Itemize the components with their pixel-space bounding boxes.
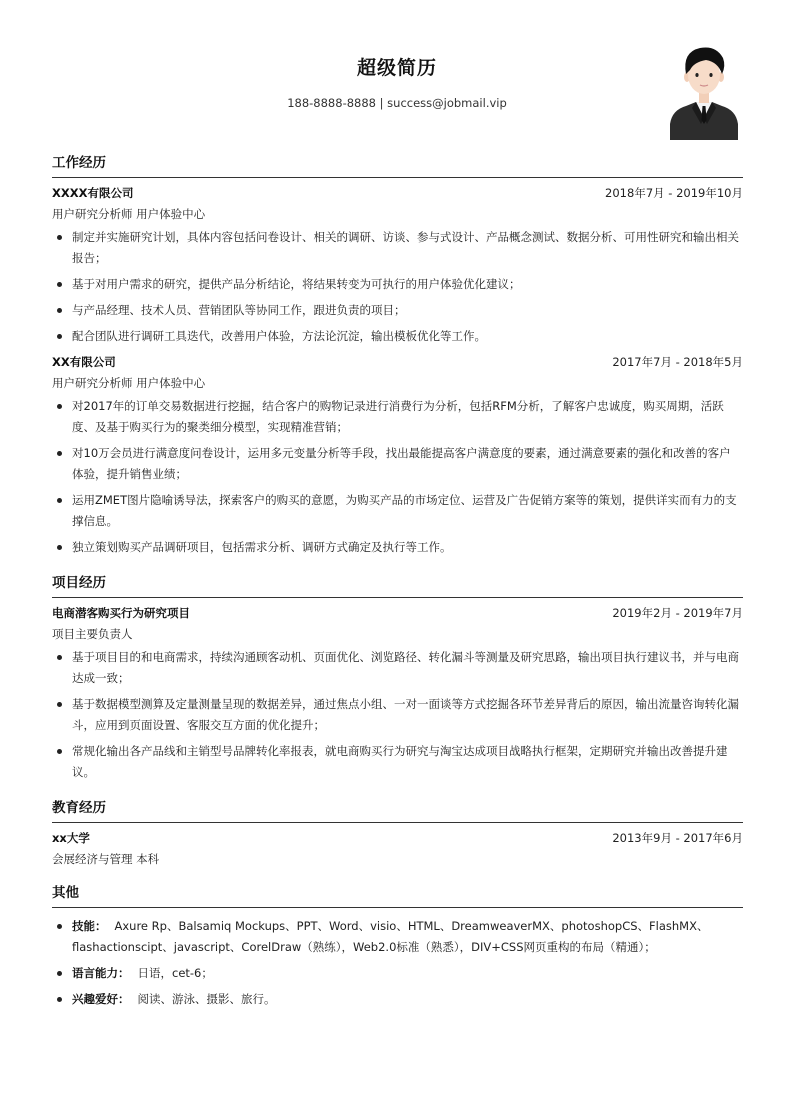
project-experience-section (52, 570, 743, 783)
candidate-name: 超级简历 (356, 57, 437, 79)
list-item (52, 989, 743, 1010)
job-role: 用户研究分析师 用户体验中心 (52, 207, 206, 221)
list-item: 基于数据模型测算及定量测量呈现的数据差异，通过焦点小组、一对一面谈等方式挖掘各环节差异背后的原因，输出流量咨询转化漏斗，应用到页面设置、客服交互方面的优化提升； (52, 694, 743, 736)
education-entry (52, 829, 743, 868)
list-item: 运用ZMET图片隐喻诱导法，探索客户的购买的意愿，为购买产品的市场定位、运营及广告促销方案等的策划，提供详实而有力的支撑信息。 (52, 490, 743, 532)
item-label: 技能： (72, 919, 107, 933)
list-item (52, 963, 743, 984)
duty-list (52, 396, 743, 558)
other-list (52, 916, 743, 1010)
education-section (52, 795, 743, 868)
school-name: xx大学 (52, 831, 90, 845)
contact-info: 188-8888-8888 | success@jobmail.vip (287, 96, 507, 110)
project-name: 电商潜客购买行为研究项目 (52, 606, 190, 620)
list-item: 配合团队进行调研工具迭代，改善用户体验，方法论沉淀，输出模板优化等工作。 (52, 326, 743, 347)
other-section (52, 880, 743, 1010)
section-title: 其他 (52, 880, 743, 908)
work-entry (52, 353, 743, 558)
list-item: 常规化输出各产品线和主销型号品牌转化率报表，就电商购买行为研究与淘宝达成项目战略执行框架，定期研究并输出改善提升建议。 (52, 741, 743, 783)
project-entry (52, 604, 743, 783)
major-degree: 会展经济与管理 本科 (52, 852, 160, 866)
section-title: 项目经历 (52, 570, 743, 598)
date-range: 2013年9月 - 2017年6月 (612, 831, 743, 845)
date-range: 2018年7月 - 2019年10月 (605, 186, 743, 200)
duty-list (52, 227, 743, 347)
list-item: 对2017年的订单交易数据进行挖掘，结合客户的购物记录进行消费行为分析，包括RFM分析，了解客户忠诚度，购买周期，活跃度、及基于购买行为的聚类细分模型，实现精准营销； (52, 396, 743, 438)
duty-list (52, 647, 743, 783)
section-title: 工作经历 (52, 150, 743, 178)
work-experience-section (52, 150, 743, 558)
list-item: 与产品经理、技术人员、营销团队等协同工作，跟进负责的项目； (52, 300, 743, 321)
item-text: Axure Rp、Balsamiq Mockups、PPT、Word、visio、HTML、DreamweaverMX、photoshopCS、FlashMX、flashactionscipt、javascript、CorelDraw（熟练），Web2.0标准（熟悉），DIV+CSS网页重构的布局（精通）； (72, 919, 709, 954)
list-item (52, 916, 743, 958)
list-item: 基于项目目的和电商需求，持续沟通顾客动机、页面优化、浏览路径、转化漏斗等测量及研究思路，输出项目执行建议书，并与电商达成一致； (52, 647, 743, 689)
work-entry (52, 184, 743, 347)
item-text: 阅读、游泳、摄影、旅行。 (137, 992, 276, 1006)
date-range: 2019年2月 - 2019年7月 (612, 606, 743, 620)
list-item: 基于对用户需求的研究，提供产品分析结论，将结果转变为可执行的用户体验优化建议； (52, 274, 743, 295)
company-name: XXXX有限公司 (52, 186, 134, 200)
item-label: 语言能力： (72, 966, 130, 980)
avatar (668, 44, 740, 140)
project-role: 项目主要负责人 (52, 627, 133, 641)
list-item: 独立策划购买产品调研项目，包括需求分析、调研方式确定及执行等工作。 (52, 537, 743, 558)
date-range: 2017年7月 - 2018年5月 (612, 355, 743, 369)
item-label: 兴趣爱好： (72, 992, 130, 1006)
resume-content (52, 150, 743, 1022)
job-role: 用户研究分析师 用户体验中心 (52, 376, 206, 390)
section-title: 教育经历 (52, 795, 743, 823)
list-item: 对10万会员进行满意度问卷设计，运用多元变量分析等手段，找出最能提高客户满意度的要素，通过满意要素的强化和改善的客户体验，提升销售业绩； (52, 443, 743, 485)
item-text: 日语，cet-6； (137, 966, 213, 980)
company-name: XX有限公司 (52, 355, 116, 369)
list-item: 制定并实施研究计划，具体内容包括问卷设计、相关的调研、访谈、参与式设计、产品概念测试、数据分析、可用性研究和输出相关报告； (52, 227, 743, 269)
